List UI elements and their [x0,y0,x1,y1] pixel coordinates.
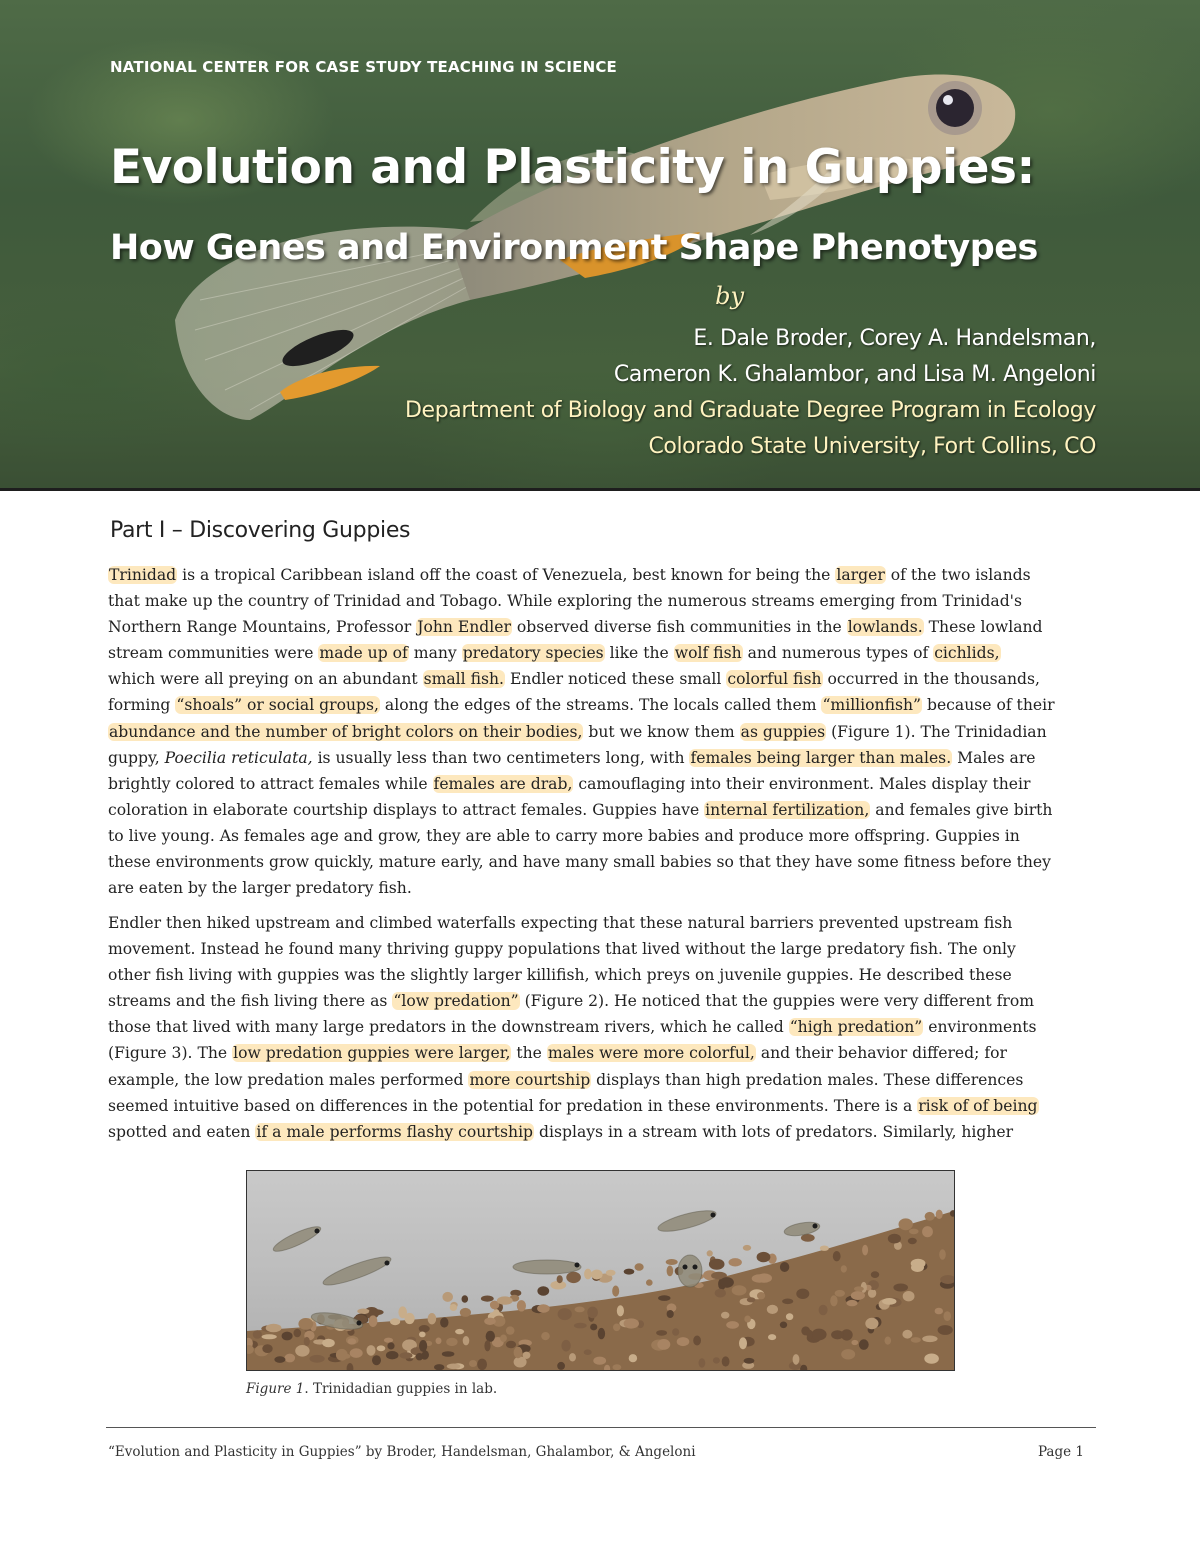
pebble [629,1354,637,1362]
highlight-mark: low predation guppies were larger, [233,1044,511,1063]
pebble [484,1318,496,1325]
pebble [820,1246,829,1251]
highlight-mark: abundance and the number of bright colors on their bodies, [109,722,583,741]
pebble [282,1332,293,1341]
pebble [667,1266,674,1277]
highlight-mark: risk of of being [918,1096,1038,1115]
pebble [463,1336,470,1345]
pebble [693,1336,701,1346]
pebble [893,1284,908,1292]
text-line: guppy, Poecilia reticulata, is usually less than two centimeters long, with females being larger than males. Males are [108,748,1036,767]
highlight-mark: females are drab, [433,774,573,793]
banner-divider [0,488,1200,491]
highlight-mark: more courtship [469,1070,591,1089]
by-label: by [715,282,744,310]
pebble [598,1328,605,1339]
pebble [715,1289,726,1298]
highlight-mark: internal fertilization, [705,800,870,819]
highlight-mark: cichlids, [934,644,1000,663]
text-line: streams and the fish living there as “low predation” (Figure 2). He noticed that the guppies were very different from [108,992,1035,1011]
figure-caption-text: . Trinidadian guppies in lab. [304,1381,498,1397]
pebble [833,1251,841,1261]
pebble [713,1357,720,1363]
highlight-mark: “millionfish” [822,696,922,715]
figure-caption [246,1381,497,1397]
pebble [295,1345,309,1357]
pebble [477,1359,487,1370]
pebble [390,1318,400,1325]
organization-name: NATIONAL CENTER FOR CASE STUDY TEACHING IN SCIENCE [110,58,618,76]
species-name: Poecilia reticulata, [164,748,313,767]
pebble [903,1291,915,1301]
pebble [566,1272,581,1283]
pebble [606,1270,616,1276]
pebble [859,1339,869,1350]
pebble [624,1318,639,1328]
pebble [584,1349,592,1355]
pebble [902,1330,912,1339]
text-line: brightly colored to attract females while females are drab, camouflaging into their environment. Males display their [108,774,1031,793]
pebble [497,1296,513,1304]
pebble [767,1305,778,1314]
highlight-mark: females being larger than males. [690,748,952,767]
highlight-mark: small fish. [423,670,505,689]
text-line: to live young. As females age and grow, they are able to carry more babies and produce more offspring. Guppies in [108,826,1020,845]
pebble [357,1309,369,1315]
highlight-mark: predatory species [462,644,604,663]
authors-line-1: E. Dale Broder, Corey A. Handelsman, [693,326,1096,351]
pebble [677,1337,690,1346]
pebble [841,1265,847,1272]
pebble [909,1229,919,1235]
pebble [558,1308,572,1320]
pebble [506,1341,516,1348]
text-line: Northern Range Mountains, Professor John Endler observed diverse fish communities in the lowlands. These lowland [108,618,1043,637]
pebble [780,1322,787,1329]
pebble [841,1349,855,1359]
pebble [537,1286,549,1295]
pebble [517,1300,526,1311]
pebble [743,1245,751,1251]
pebble [584,1269,592,1280]
pebble [613,1364,622,1370]
pebble [262,1344,272,1353]
pebble [862,1245,868,1256]
pebble [885,1337,892,1345]
pebble [469,1360,477,1367]
text-line: (Figure 3). The low predation guppies were larger, the males were more colorful, and their behavior differed; for [108,1044,1007,1063]
pebble [557,1275,563,1283]
highlight-mark: “shoals” or social groups, [176,696,379,715]
highlight-mark: as guppies [740,722,826,741]
pebble [726,1321,739,1329]
pebble [646,1279,653,1285]
pebble [387,1342,394,1349]
pebble [819,1305,828,1316]
pebble [575,1307,585,1313]
pebble [450,1304,457,1311]
pebble [285,1354,296,1363]
highlight-mark: colorful fish [727,670,822,689]
pebble [922,1226,933,1237]
highlight-mark: larger [836,566,885,584]
text-line: example, the low predation males performed more courtship displays than high predation males. These differences [108,1070,1024,1089]
page-number: Page 1 [1037,1444,1084,1460]
pebble [739,1337,747,1349]
pebble [899,1218,913,1230]
pebble [657,1339,670,1350]
highlight-mark: Trinidad [109,566,177,584]
pebble [322,1339,335,1348]
pebble [908,1238,917,1244]
pebble [709,1259,725,1270]
pebble [939,1249,946,1260]
pebble [436,1338,442,1345]
pebble [944,1311,952,1321]
pebble [514,1357,527,1368]
section-heading: Part I – Discovering Guppies [110,518,411,543]
pebble [721,1312,729,1319]
pebble [613,1324,620,1332]
pebble [757,1252,771,1262]
pebble [925,1212,935,1221]
pebble [707,1250,713,1256]
pebble [304,1337,310,1346]
header-banner [0,0,1200,490]
guppies-in-tank-image [247,1171,954,1370]
pebble [720,1277,734,1288]
pebble [442,1351,455,1357]
pebble [262,1334,277,1339]
pebble [938,1325,953,1335]
highlight-mark: John Endler [417,618,511,637]
pebble [924,1354,939,1364]
text-line: forming “shoals” or social groups, along the edges of the streams. The locals called them “millionfish” because of their [108,696,1055,715]
pebble [419,1325,430,1332]
text-line: stream communities were made up of many predatory species like the wolf fish and numerous types of cichlids, [108,644,1000,663]
pebble [537,1304,550,1313]
pebble [786,1313,793,1320]
pebble [369,1309,384,1315]
pebble [486,1331,495,1342]
pebble [514,1347,523,1358]
footer-divider [106,1427,1096,1428]
pebble [811,1329,826,1341]
university-line: Colorado State University, Fort Collins, CO [648,434,1096,459]
pebble [419,1332,426,1338]
footer-citation: “Evolution and Plasticity in Guppies” by Broder, Handelsman, Ghalambor, & Angeloni [108,1444,696,1460]
pebble [593,1357,606,1365]
pebble [935,1308,943,1315]
highlight-mark: wolf fish [674,644,742,663]
text-line: Endler then hiked upstream and climbed waterfalls expecting that these natural barriers prevented upstream fish [108,914,1013,932]
pebble [591,1270,603,1280]
pebble [854,1286,864,1291]
pebble [871,1271,879,1278]
text-line: coloration in elaborate courtship displays to attract females. Guppies have internal fertilization, and females give birth [108,800,1053,819]
pebble [506,1326,515,1334]
pebble [460,1308,471,1317]
highlight-mark: lowlands. [847,618,923,637]
pebble [888,1234,901,1244]
pebble [298,1318,313,1330]
pebble [253,1330,262,1339]
pebble [757,1292,765,1299]
pebble [369,1315,378,1327]
pebble [744,1316,751,1323]
pebble [587,1307,598,1319]
pebble [617,1305,624,1316]
text-line: those that lived with many large predators in the downstream rivers, which he called “high predation” environments [108,1018,1037,1037]
pebble [398,1306,407,1318]
pebble [416,1353,423,1360]
pebble [672,1328,679,1335]
page-title: Evolution and Plasticity in Guppies: [110,140,1035,195]
pebble [442,1292,453,1302]
pebble [752,1274,768,1282]
paragraph-1 [108,562,1096,901]
text-line: other fish living with guppies was the slightly larger killifish, which preys on juvenile guppies. He described these [108,966,1012,985]
pebble [922,1336,937,1343]
pebble [624,1269,635,1275]
text-line: which were all preying on an abundant small fish. Endler noticed these small colorful fish occurred in the thousands, [108,670,1040,689]
pebble [911,1337,921,1343]
pebble [768,1334,776,1340]
highlight-mark: “high predation” [789,1018,923,1037]
pebble [447,1364,461,1370]
figure-1-photo [246,1170,955,1371]
pebble [729,1258,742,1266]
pebble [882,1298,896,1305]
pebble [350,1348,363,1358]
text-line: seemed intuitive based on differences in the potential for predation in these environments. There is a risk of of being [108,1096,1038,1115]
highlight-mark: made up of [319,644,408,663]
pebble [782,1299,793,1305]
highlight-mark: males were more colorful, [547,1044,755,1063]
pebble [400,1352,413,1358]
highlight-mark: “low predation” [393,992,519,1011]
pebble [793,1354,800,1365]
pebble [658,1295,670,1301]
pebble [294,1329,302,1338]
pebble [341,1354,350,1359]
pebble [446,1338,457,1346]
pebble [310,1355,325,1363]
pebble [732,1285,747,1295]
pebble [744,1358,755,1364]
pebble [367,1345,376,1356]
pebble [780,1262,789,1272]
pebble [835,1290,845,1297]
pebble [911,1263,924,1272]
pebble [481,1296,494,1302]
text-line: are eaten by the larger predatory fish. [108,879,412,898]
page-subtitle: How Genes and Environment Shape Phenotypes [110,228,1038,268]
pebble [377,1345,386,1351]
pebble [656,1330,667,1336]
pebble [440,1317,448,1327]
pebble [699,1358,706,1367]
pebble [830,1295,837,1306]
highlight-mark: if a male performs flashy courtship [256,1122,534,1141]
pebble [667,1310,674,1318]
pebble [747,1297,756,1302]
authors-line-2: Cameron K. Ghalambor, and Lisa M. Angeloni [613,362,1096,387]
pebble [612,1286,619,1297]
pebble [541,1332,550,1340]
paragraph-2 [108,910,1096,1145]
pebble [831,1330,844,1339]
pebble [386,1351,399,1359]
pebble [384,1338,393,1343]
pebble [484,1340,490,1351]
department-line: Department of Biology and Graduate Degree Program in Ecology [405,398,1096,423]
pebble [348,1338,357,1344]
pebble [722,1356,730,1366]
text-line: that make up the country of Trinidad and Tobago. While exploring the numerous streams emerging from Trinidad's [108,592,1022,611]
pebble [865,1318,878,1329]
pebble [590,1324,597,1331]
pebble [807,1330,813,1339]
pebble [796,1289,809,1299]
pebble [569,1353,576,1361]
pebble [574,1323,587,1329]
pebble [428,1313,437,1324]
figure-label: Figure 1 [246,1381,305,1397]
text-line: movement. Instead he found many thriving guppy populations that lived without the large predatory fish. The only [108,940,1016,959]
pebble [635,1263,644,1271]
pebble [455,1329,464,1334]
pebble [851,1340,858,1345]
pebble [666,1259,678,1265]
pebble [557,1362,565,1370]
pebble [846,1300,857,1306]
pebble [462,1295,469,1303]
pebble [274,1356,285,1363]
text-line: abundance and the number of bright colors on their bodies, but we know them as guppies (Figure 1). The Trinidadian [109,722,1047,741]
text-line: these environments grow quickly, mature early, and have many small babies so that they have some fitness before they [108,853,1051,872]
pebble [561,1340,570,1352]
pebble [936,1210,943,1219]
text-line: spotted and eaten if a male performs flashy courtship displays in a stream with lots of predators. Similarly, higher [108,1122,1014,1141]
pebble [372,1355,381,1365]
text-line: Trinidad is a tropical Caribbean island off the coast of Venezuela, best known for being the larger of the two islands [109,566,1031,584]
pebble [500,1335,507,1342]
pebble [419,1340,427,1352]
pebble [266,1324,282,1333]
